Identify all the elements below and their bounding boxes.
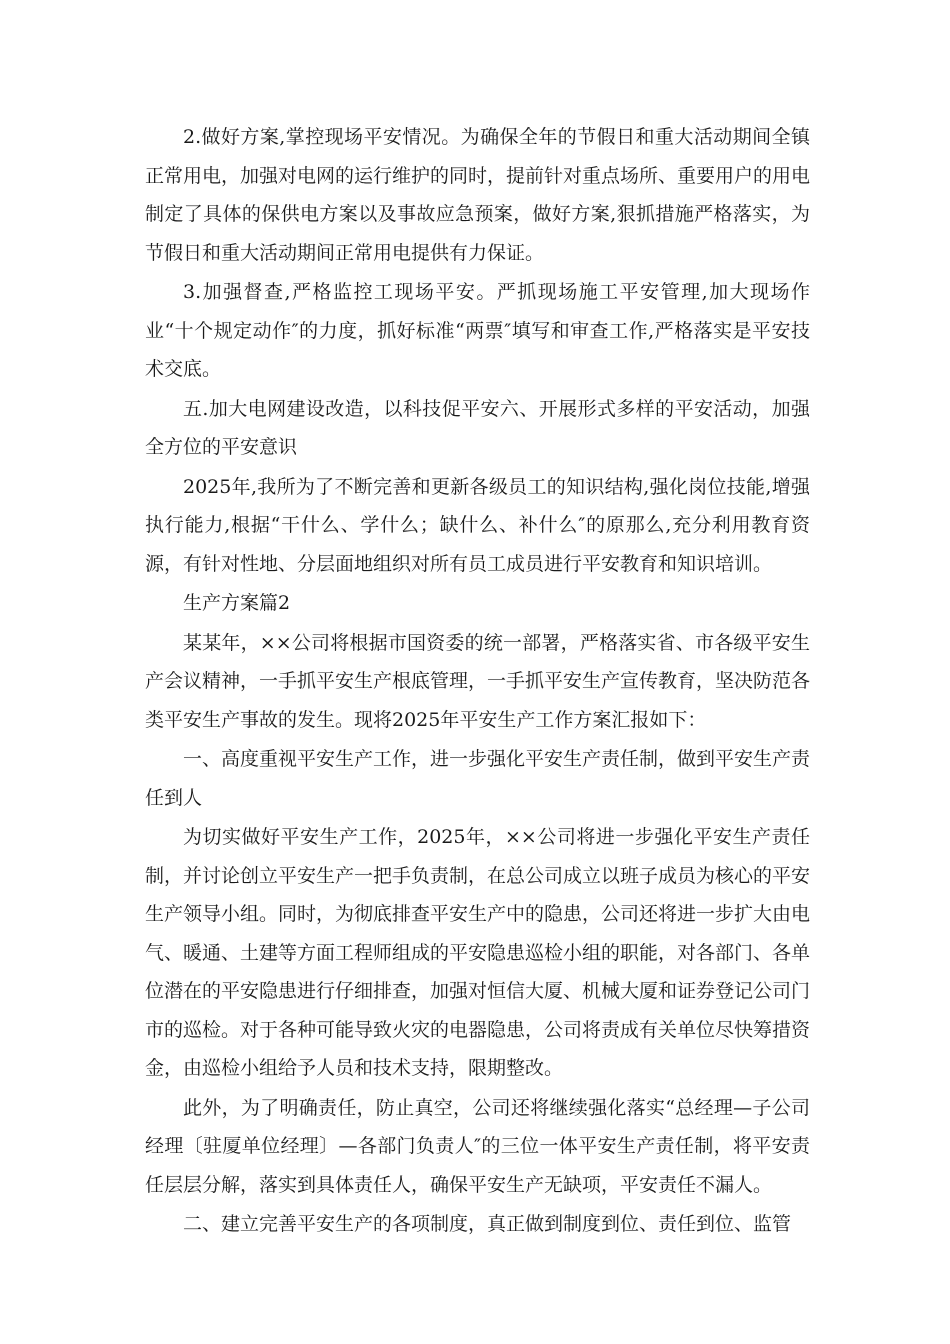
paragraph: 某某年，××公司将根据市国资委的统一部署，严格落实省、市各级平安生产会议精神，一手抓平安生产根底管理，一手抓平安生产宣传教育，坚决防范各类平安生产事故的发生。现将2025年平安生产工作方案汇报如下： [145, 631, 811, 731]
paragraph: 为切实做好平安生产工作，2025年，××公司将进一步强化平安生产责任制，并讨论创立平安生产一把手负责制，在总公司成立以班子成员为核心的平安生产领导小组。同时，为彻底排查平安生产中的隐患，公司还将进一步扩大由电气、暖通、土建等方面工程师组成的平安隐患巡检小组的职能，对各部门、各单位潜在的平安隐患进行仔细排查，加强对恒信大厦、机械大厦和证券登记公司门市的巡检。对于各种可能导致火灾的电器隐患，公司将责成有关单位尽快筹措资金，由巡检小组给予人员和技术支持，限期整改。 [145, 826, 811, 1079]
paragraph: 2025年,我所为了不断完善和更新各级员工的知识结构,强化岗位技能,增强执行能力,根据“干什么、学什么；缺什么、补什么″的原那么,充分利用教育资源，有针对性地、分层面地组织对所有员工成员进行平安教育和知识培训。 [145, 475, 810, 575]
paragraph: 3.加强督查,严格监控工现场平安。严抓现场施工平安管理,加大现场作业“十个规定动作″的力度，抓好标准“两票″填写和审查工作,严格落实是平安技术交底。 [145, 281, 810, 380]
section-heading: 五.加大电网建设改造，以科技促平安六、开展形式多样的平安活动，加强全方位的平安意识 [145, 397, 810, 458]
paragraph: 2.做好方案,掌控现场平安情况。为确保全年的节假日和重大活动期间全镇正常用电，加强对电网的运行维护的同时，提前针对重点场所、重要用户的用电制定了具体的保供电方案以及事故应急预案，做好方案,狠抓措施严格落实，为节假日和重大活动期间正常用电提供有力保证。 [145, 126, 811, 264]
section-title: 生产方案篇2 [183, 592, 291, 614]
document-body [145, 118, 810, 1245]
paragraph: 此外，为了明确责任，防止真空，公司还将继续强化落实“总经理—子公司经理〔驻厦单位经理〕—各部门负责人″的三位一体平安生产责任制，将平安责任层层分解，落实到具体责任人，确保平安生产无缺项，平安责任不漏人。 [145, 1096, 810, 1196]
section-heading: 二、建立完善平安生产的各项制度，真正做到制度到位、责任到位、监管 [183, 1213, 792, 1235]
section-heading: 一、高度重视平安生产工作，进一步强化平安生产责任制，做到平安生产责任到人 [145, 748, 811, 809]
